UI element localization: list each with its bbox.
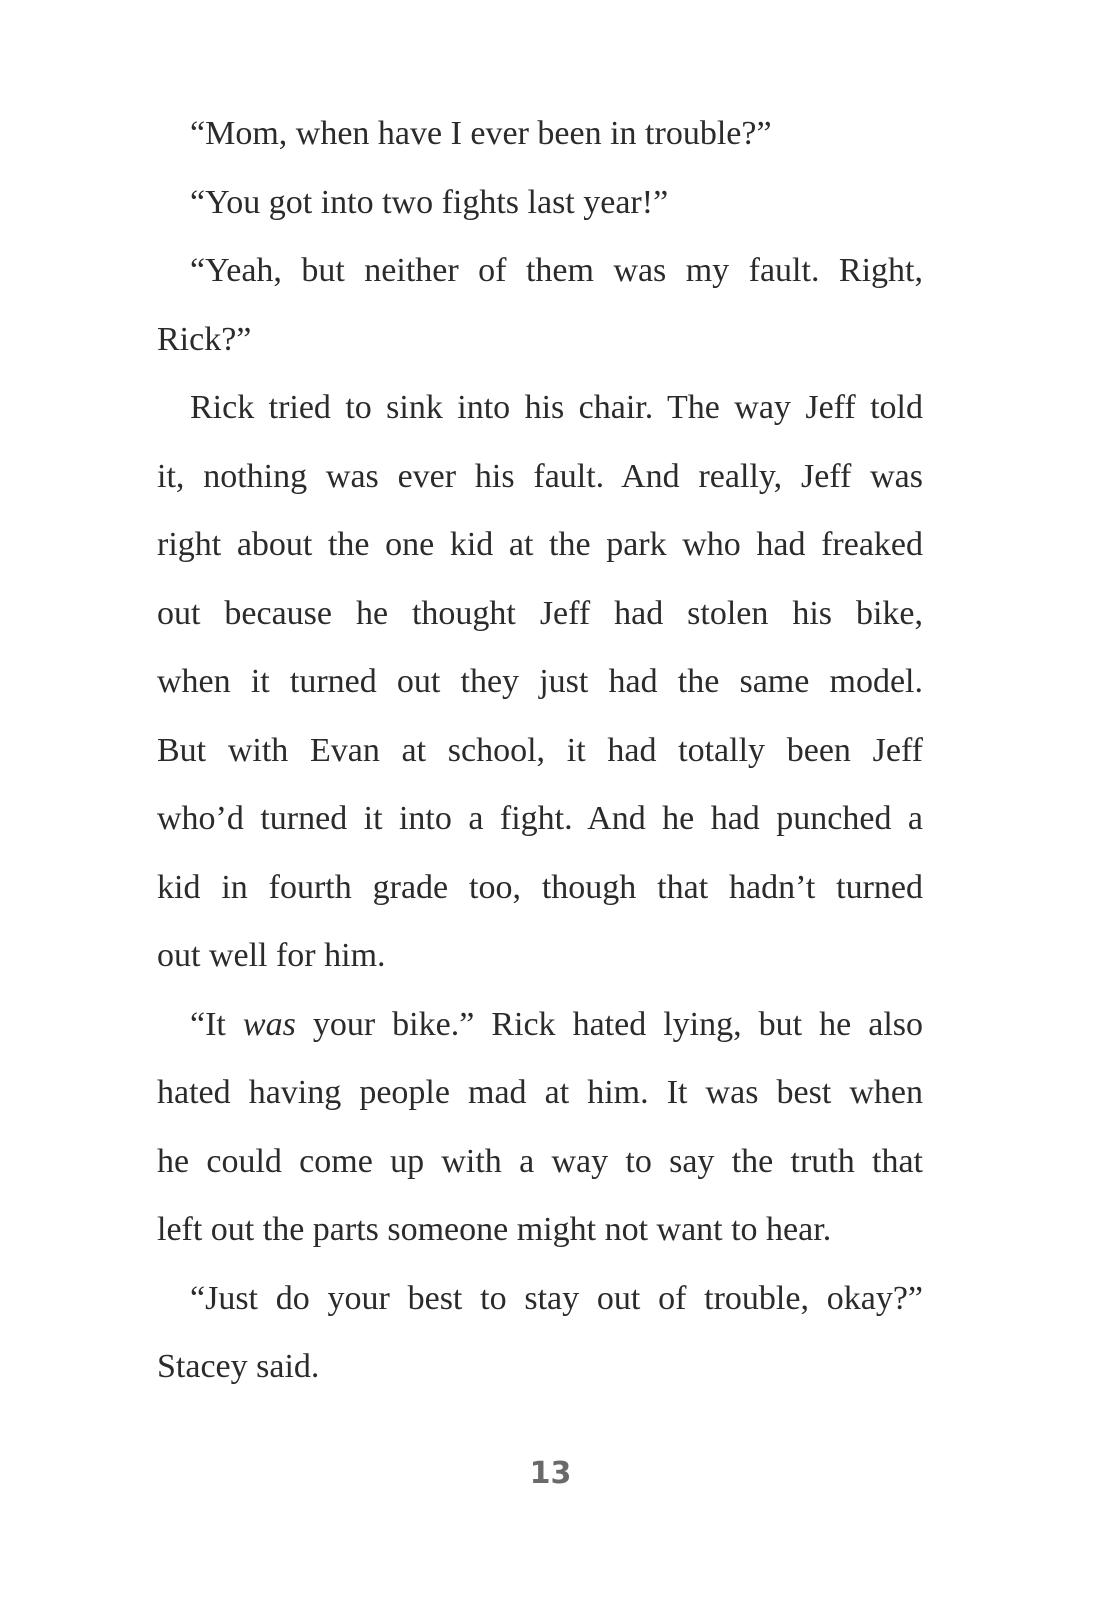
page-text	[157, 100, 923, 1402]
text-line: he could come up with a way to say the truth that	[157, 1142, 923, 1180]
text-line: “Yeah, but neither of them was my fault. Right,	[190, 252, 923, 289]
text-line: who’d turned it into a fight. And he had punched a	[157, 800, 923, 837]
text-line: out because he thought Jeff had stolen his bike,	[157, 594, 923, 632]
text-line: right about the one kid at the park who had freaked	[157, 526, 923, 563]
page-number: 13	[529, 1456, 572, 1491]
text-segment: “It	[190, 1005, 243, 1043]
text-line: left out the parts someone might not want to hear.	[157, 1211, 832, 1248]
text-line: Rick tried to sink into his chair. The way Jeff told	[190, 389, 923, 426]
text-line: hated having people mad at him. It was best when	[157, 1074, 923, 1111]
text-line: Rick?”	[157, 320, 252, 358]
text-line	[157, 991, 923, 1060]
text-line: But with Evan at school, it had totally been Jeff	[157, 731, 923, 769]
text-line: “Mom, when have I ever been in trouble?”	[190, 115, 772, 152]
text-line: Stacey said.	[157, 1348, 320, 1385]
text-line: kid in fourth grade too, though that hadn’t turned	[157, 868, 923, 906]
text-line: “You got into two fights last year!”	[190, 183, 669, 221]
text-line: “Just do your best to stay out of trouble, okay?”	[190, 1279, 923, 1317]
text-line: it, nothing was ever his fault. And really, Jeff was	[157, 457, 923, 495]
text-line: when it turned out they just had the same model.	[157, 663, 923, 700]
text-segment: your bike.” Rick hated lying, but he also	[295, 1005, 923, 1043]
text-line: out well for him.	[157, 937, 386, 974]
emphasis-text: was	[242, 1005, 296, 1043]
